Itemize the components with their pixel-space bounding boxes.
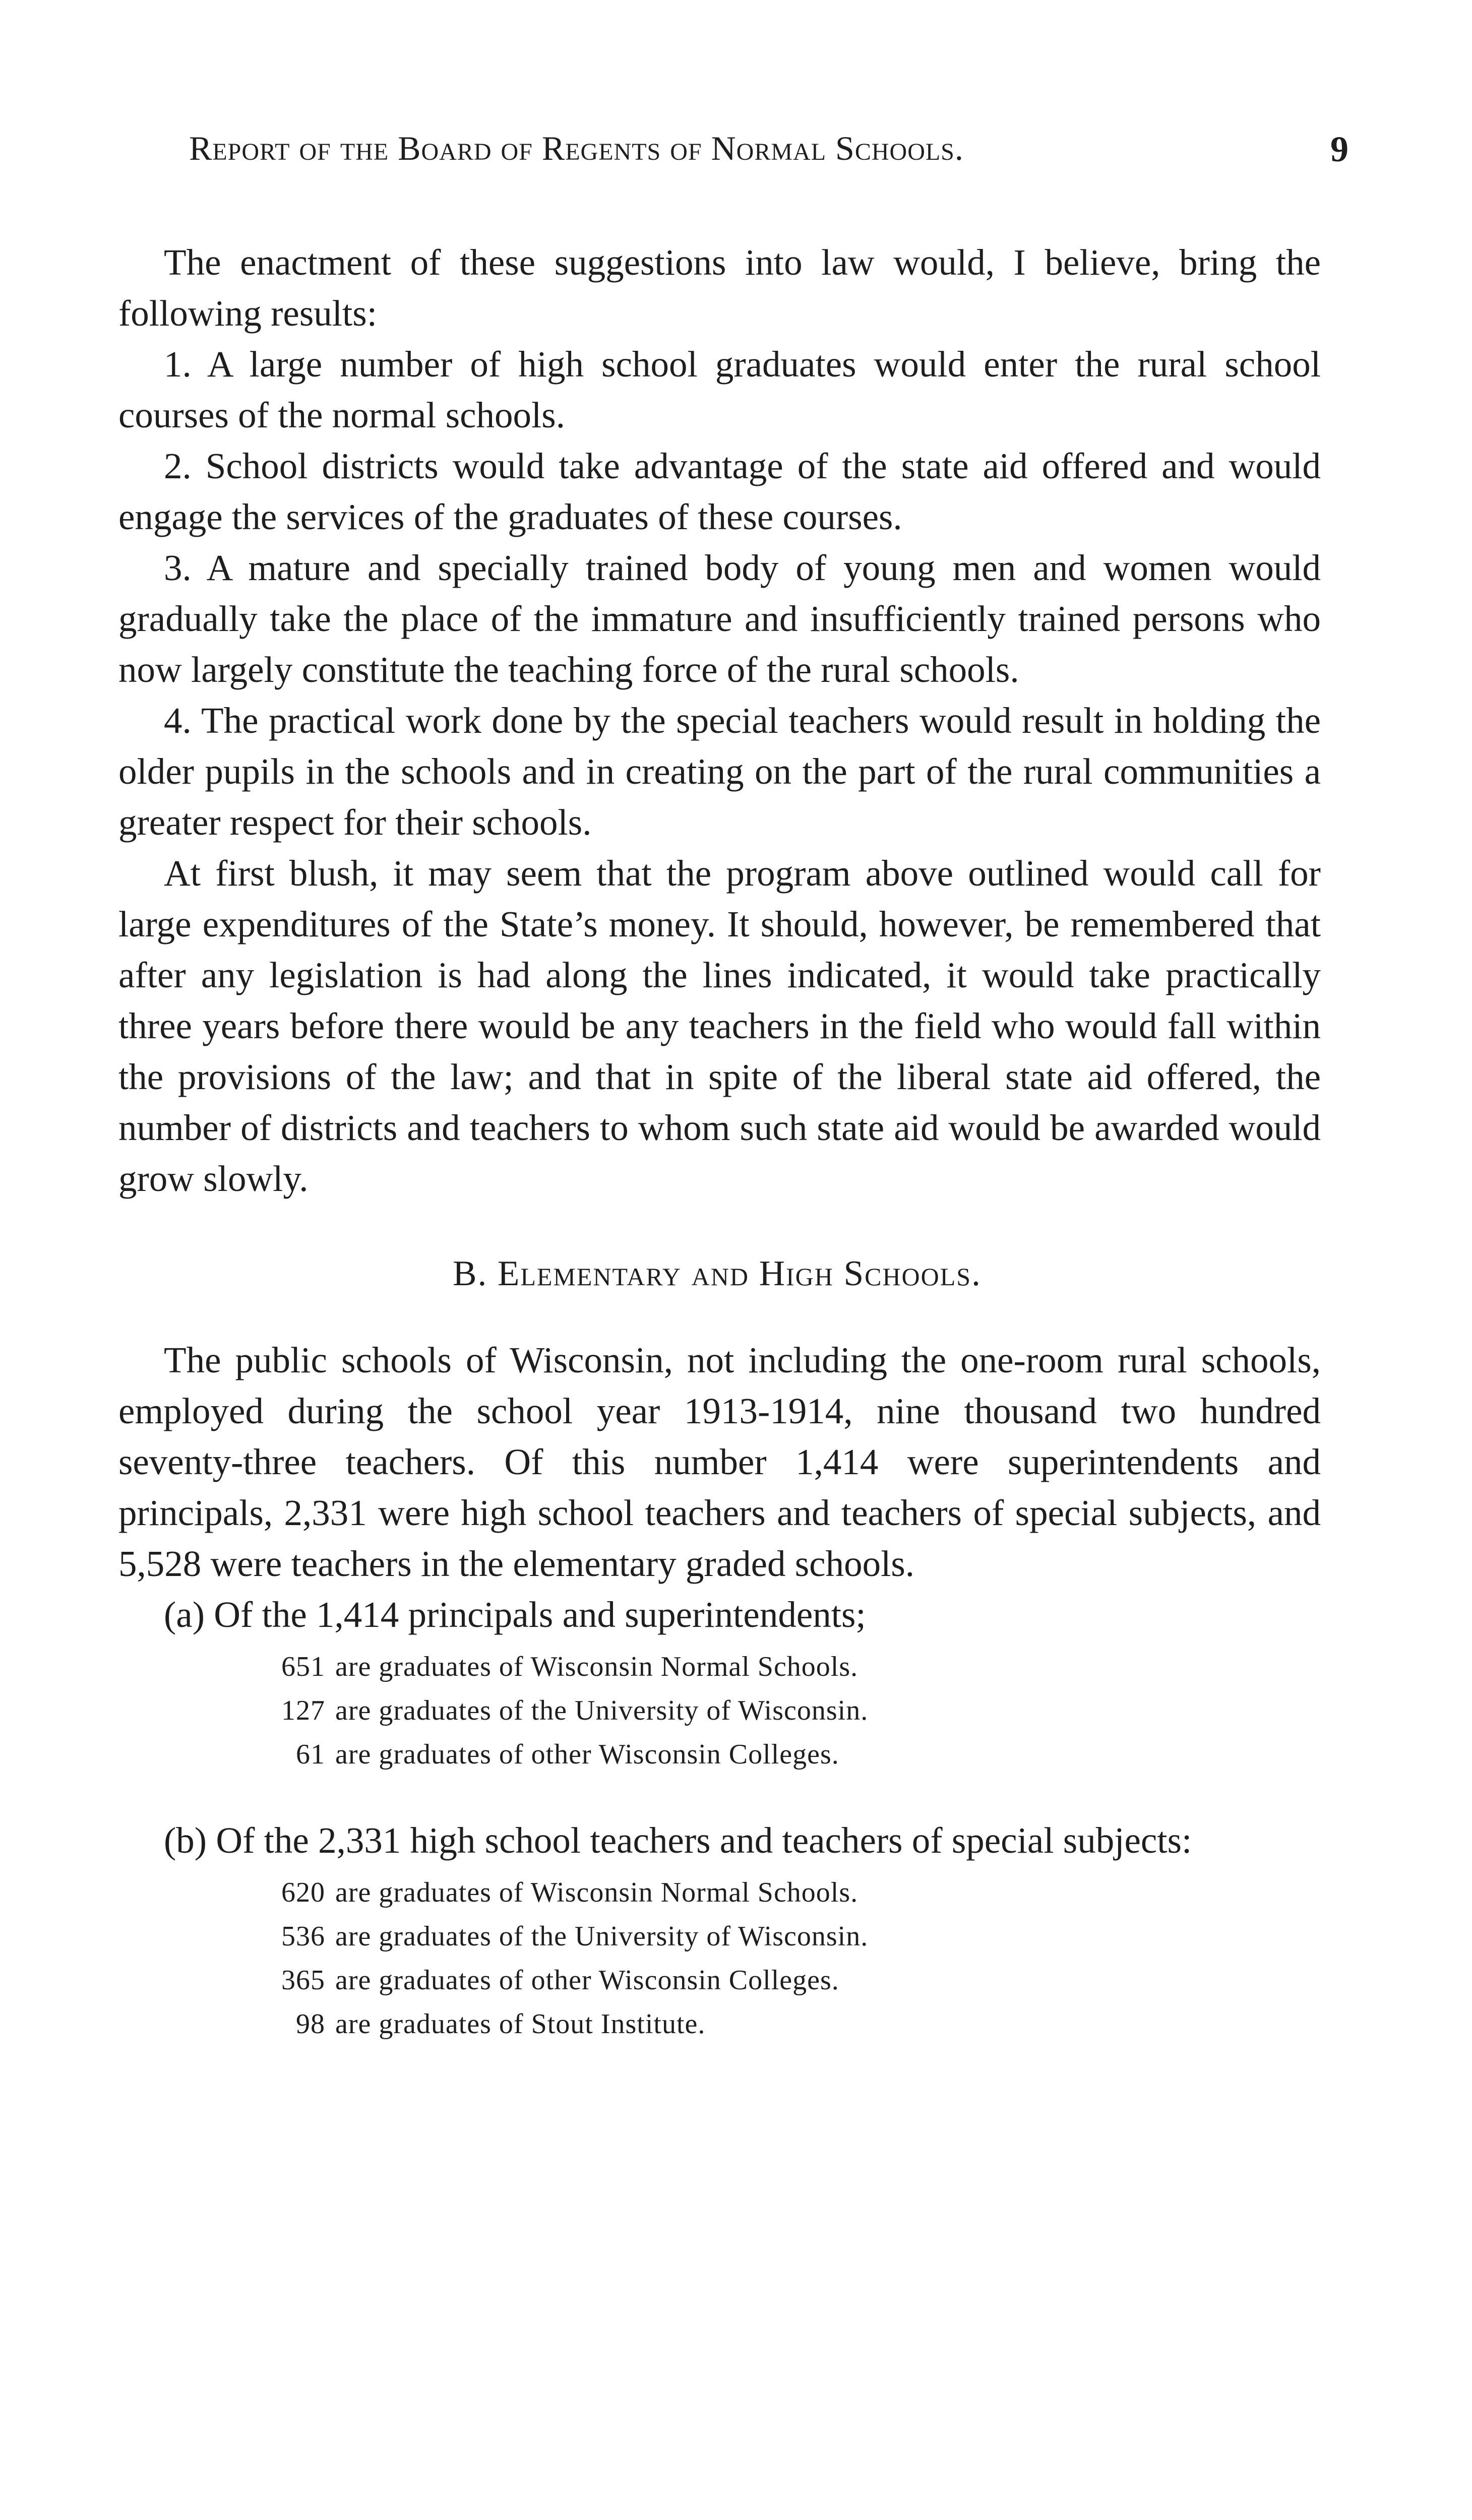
result-item-1: 1. A large number of high school graduates would enter the rural school courses of the normal schools.	[118, 344, 1321, 435]
result-item-2: 2. School districts would take advantage of the state aid offered and would engage the services of the graduates of these courses.	[118, 446, 1321, 537]
page-number: 9	[1330, 129, 1348, 169]
result-item-4: 4. The practical work done by the special teachers would result in holding the older pupils in the schools and in creating on the part of the rural communities a greater respect for their schools.	[118, 700, 1321, 843]
list-item-count: 536	[281, 1921, 325, 1952]
list-item-count: 620	[281, 1877, 325, 1908]
list-item-count: 365	[281, 1965, 325, 1996]
list-item-count: 61	[296, 1739, 325, 1770]
list-item-text: are graduates of other Wisconsin Colleges.	[335, 1965, 839, 1996]
list-item	[275, 2002, 1321, 2046]
page-header	[189, 129, 1348, 184]
list-item-count: 98	[296, 2008, 325, 2040]
running-head: Report of the Board of Regents of Normal Schools.	[189, 129, 964, 167]
list-item-count: 127	[281, 1695, 325, 1726]
subsection-b-list	[118, 1871, 1321, 2046]
section-heading: B. Elementary and High Schools.	[453, 1254, 982, 1293]
list-item-text: are graduates of Wisconsin Normal Schools.	[335, 1651, 858, 1682]
subsection-a-lead: (a) Of the 1,414 principals and superintendents;	[164, 1594, 866, 1635]
list-item-text: are graduates of Wisconsin Normal Schools.	[335, 1877, 858, 1908]
list-item-text: are graduates of other Wisconsin Colleges.	[335, 1739, 839, 1770]
list-item-text: are graduates of the University of Wisconsin.	[335, 1695, 869, 1726]
list-item-text: are graduates of Stout Institute.	[335, 2008, 706, 2040]
result-item-3: 3. A mature and specially trained body of young men and women would gradually take the place of the immature and insufficiently trained persons who now largely constitute the teaching force of the rural schools.	[118, 547, 1321, 690]
list-item	[275, 1645, 1321, 1689]
intro-paragraph: The enactment of these suggestions into law would, I believe, bring the following results:	[118, 242, 1321, 334]
subsection-b-lead: (b) Of the 2,331 high school teachers and teachers of special subjects:	[164, 1820, 1192, 1861]
section-intro-paragraph: The public schools of Wisconsin, not including the one-room rural schools, employed during the school year 1913-1914, nine thousand two hundred seventy-three teachers. Of this number 1,414 were superintendents and principals, 2,331 were high school teachers and teachers of special subjects, and 5,528 were teachers in the elementary graded schools.	[118, 1340, 1321, 1584]
list-item	[275, 1915, 1321, 1959]
subsection-a-list	[118, 1645, 1321, 1777]
body-text	[118, 237, 1321, 2046]
list-item	[275, 1871, 1321, 1915]
list-item-text: are graduates of the University of Wisconsin.	[335, 1921, 869, 1952]
list-item	[275, 1959, 1321, 2002]
list-item	[275, 1689, 1321, 1733]
expenditure-paragraph: At first blush, it may seem that the program above outlined would call for large expenditures of the State’s money. It should, however, be remembered that after any legislation is had along the lines indicated, it would take practically three years before there would be any teachers in the field who would fall within the provisions of the law; and that in spite of the liberal state aid offered, the number of districts and teachers to whom such state aid would be awarded would grow slowly.	[118, 853, 1321, 1199]
list-item-count: 651	[281, 1651, 325, 1682]
list-item	[275, 1733, 1321, 1777]
